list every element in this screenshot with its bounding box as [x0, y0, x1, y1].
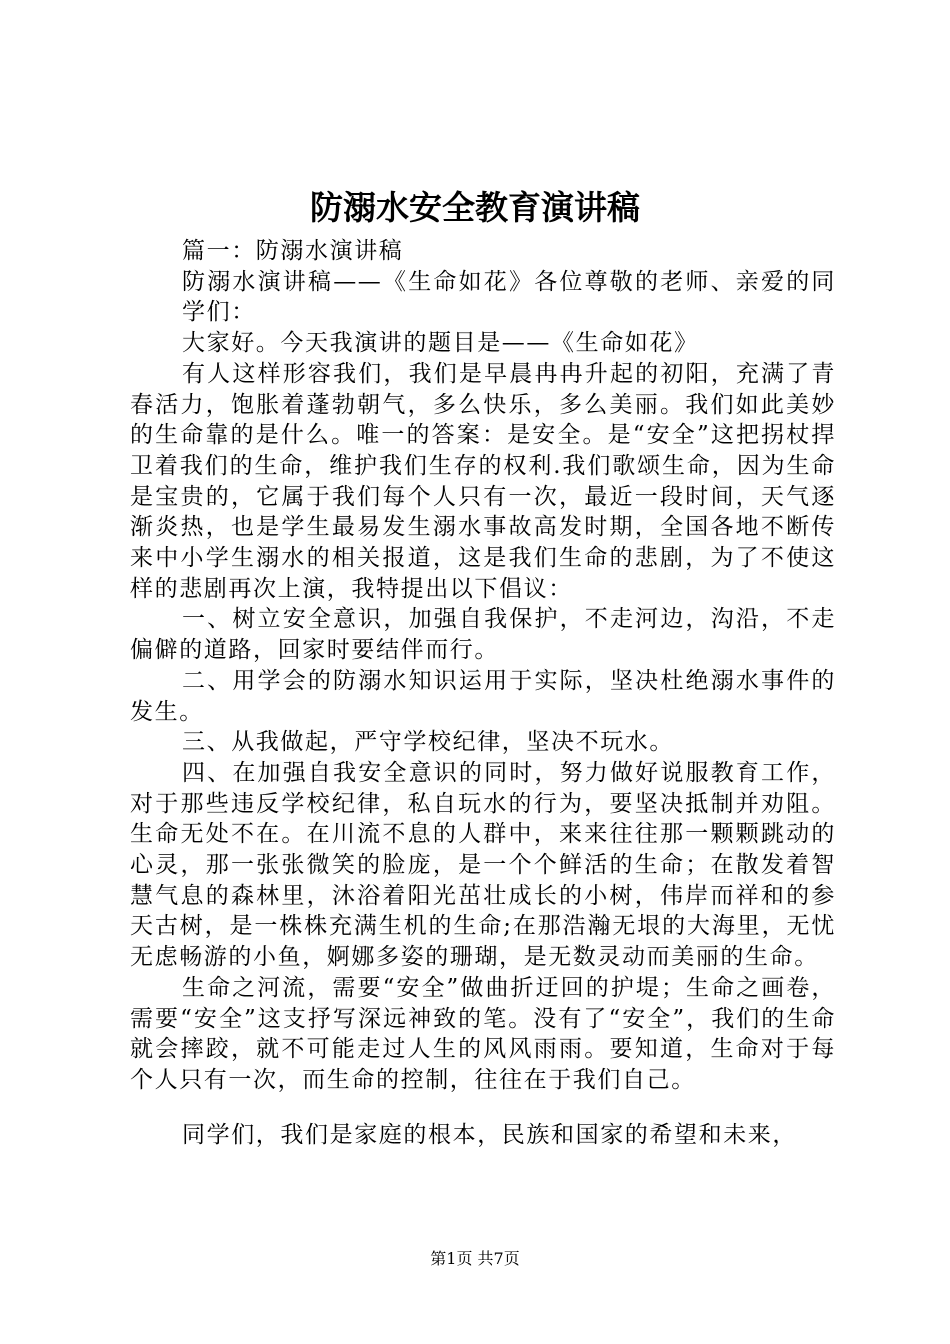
body-paragraph: 有人这样形容我们，我们是早晨冉冉升起的初阳，充满了青春活力，饱胀着蓬勃朝气，多么快乐，多么美丽。我们如此美妙的生命靠的是什么。唯一的答案：是安全。是“安全”这把拐杖捍卫着我们的生命，维护我们生存的权利.我们歌颂生命，因为生命是宝贵的，它属于我们每个人只有一次，最近一段时间，天气逐渐炎热，也是学生最易发生溺水事故高发时期，全国各地不断传来中小学生溺水的相关报道，这是我们生命的悲剧，为了不使这样的悲剧再次上演，我特提出以下倡议：	[130, 360, 836, 602]
proposal-item-4: 四、在加强自我安全意识的同时，努力做好说服教育工作，对于那些违反学校纪律，私自玩水的行为，要坚决抵制并劝阻。生命无处不在。在川流不息的人群中，来来往往那一颗颗跳动的心灵，那一张张微笑的脸庞，是一个个鲜活的生命；在散发着智慧气息的森林里，沐浴着阳光茁壮成长的小树，伟岸而祥和的参天古树，是一株株充满生机的生命;在那浩瀚无垠的大海里，无忧无虑畅游的小鱼，婀娜多姿的珊瑚，是无数灵动而美丽的生命。	[130, 759, 836, 971]
body-paragraph: 生命之河流，需要“安全”做曲折迂回的护堤；生命之画卷，需要“安全”这支抒写深远神致的笔。没有了“安全”，我们的生命就会摔跤，就不可能走过人生的风风雨雨。要知道，生命对于每个人只有一次，而生命的控制，往往在于我们自己。	[130, 974, 836, 1093]
page-footer: 第1页 共7页	[430, 1249, 520, 1268]
proposal-item-3: 三、从我做起，严守学校纪律，坚决不玩水。	[182, 729, 674, 756]
section-heading: 篇一：防溺水演讲稿	[182, 238, 404, 264]
proposal-item-2: 二、用学会的防溺水知识运用于实际，坚决杜绝溺水事件的发生。	[130, 667, 836, 725]
body-paragraph: 同学们，我们是家庭的根本，民族和国家的希望和未来，	[182, 1121, 797, 1148]
document-body	[130, 236, 836, 1150]
greeting-paragraph: 大家好。今天我演讲的题目是——《生命如花》	[182, 330, 699, 357]
speech-title-line: 防溺水演讲稿——《生命如花》各位尊敬的老师、亲爱的同学们：	[182, 268, 836, 326]
proposal-item-1: 一、树立安全意识，加强自我保护，不走河边，沟沿，不走偏僻的道路，回家时要结伴而行。	[130, 606, 836, 664]
document-title: 防溺水安全教育演讲稿	[310, 188, 640, 227]
